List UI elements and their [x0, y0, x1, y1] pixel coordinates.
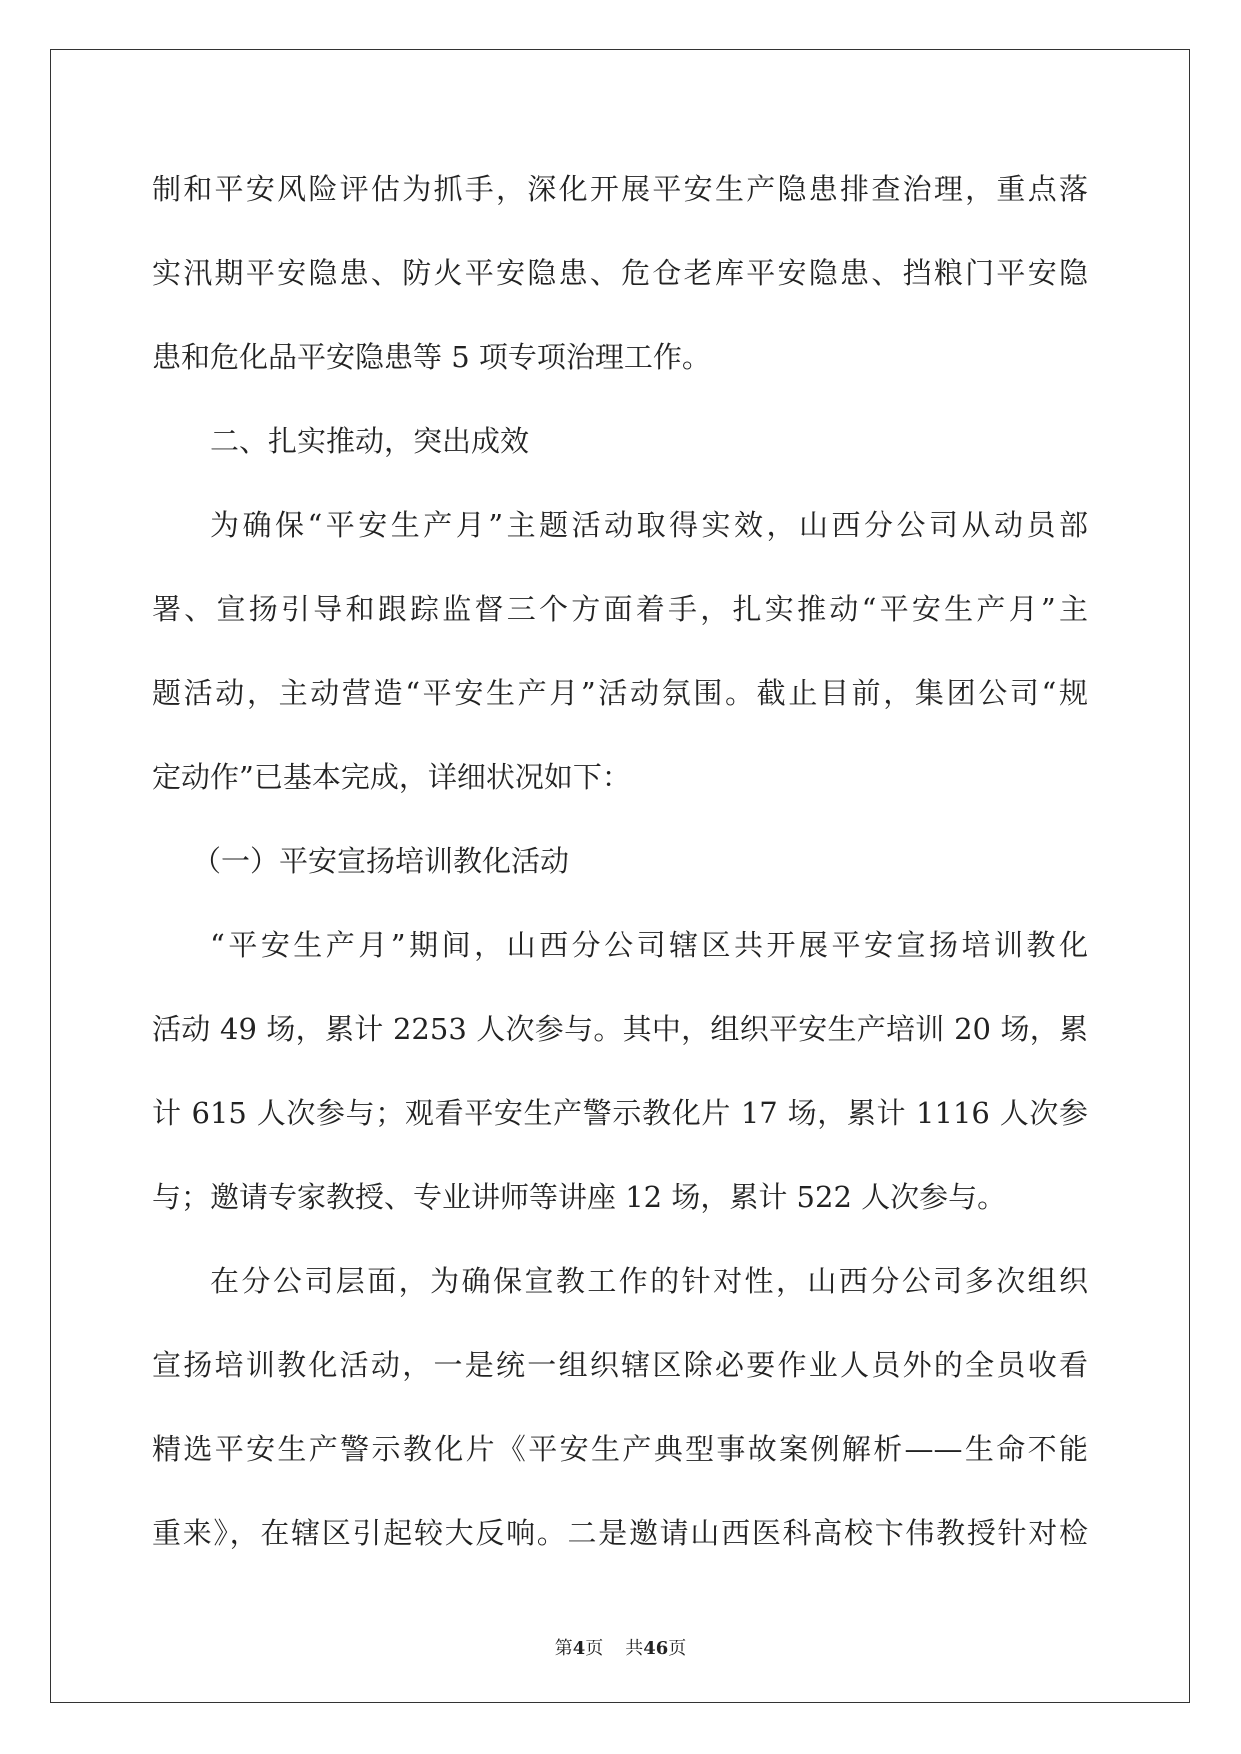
body-line: 活动 49 场，累计 2253 人次参与。其中，组织平安生产培训 20 场，累 [152, 1012, 1088, 1046]
body-line: 为确保“平安生产月”主题活动取得实效，山西分公司从动员部 [210, 508, 1088, 542]
body-line: 宣扬培训教化活动，一是统一组织辖区除必要作业人员外的全员收看 [152, 1348, 1088, 1382]
body-line: “平安生产月”期间，山西分公司辖区共开展平安宣扬培训教化 [210, 928, 1088, 962]
total-suffix: 页 [668, 1638, 687, 1659]
page-prefix: 第 [554, 1638, 573, 1659]
body-line: 计 615 人次参与；观看平安生产警示教化片 17 场，累计 1116 人次参 [152, 1096, 1088, 1130]
body-line: 实汛期平安隐患、防火平安隐患、危仓老库平安隐患、挡粮门平安隐 [152, 256, 1088, 290]
body-line: 定动作”已基本完成，详细状况如下： [152, 760, 631, 794]
page-footer [0, 1634, 1241, 1660]
body-line: 精选平安生产警示教化片《平安生产典型事故案例解析——生命不能 [152, 1432, 1088, 1466]
total-prefix: 共 [625, 1638, 644, 1659]
body-line: 题活动，主动营造“平安生产月”活动氛围。截止目前，集团公司“规 [152, 676, 1088, 710]
subsection-heading: （一）平安宣扬培训教化活动 [192, 844, 570, 878]
body-line: 与；邀请专家教授、专业讲师等讲座 12 场，累计 522 人次参与。 [152, 1180, 1007, 1214]
document-body [152, 162, 1088, 1590]
page-total: 46 [643, 1638, 669, 1659]
body-line: 患和危化品平安隐患等 5 项专项治理工作。 [152, 340, 711, 374]
section-heading: 二、扎实推动，突出成效 [210, 424, 530, 458]
body-line: 在分公司层面，为确保宣教工作的针对性，山西分公司多次组织 [210, 1264, 1088, 1298]
page-suffix: 页 [585, 1638, 604, 1659]
page-current: 4 [572, 1638, 586, 1659]
body-line: 署、宣扬引导和跟踪监督三个方面着手，扎实推动“平安生产月”主 [152, 592, 1088, 626]
body-line: 制和平安风险评估为抓手，深化开展平安生产隐患排查治理，重点落 [152, 172, 1088, 206]
body-line: 重来》，在辖区引起较大反响。二是邀请山西医科高校卞伟教授针对检 [152, 1516, 1088, 1550]
